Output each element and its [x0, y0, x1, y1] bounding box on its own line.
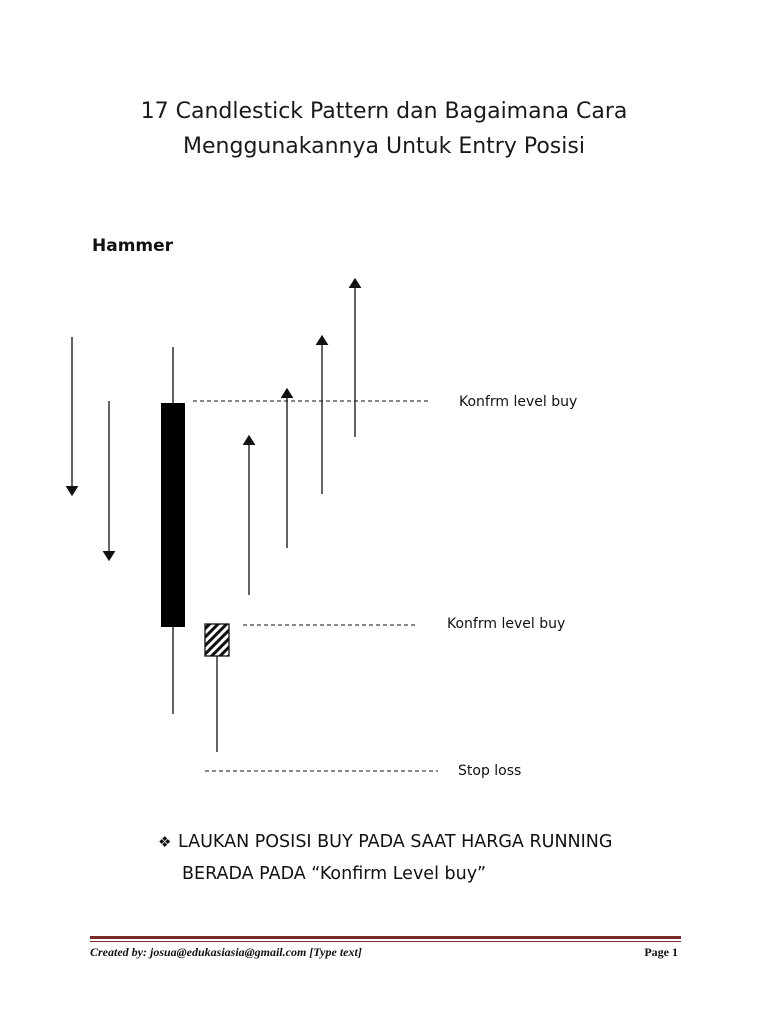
bullet-line-2: BERADA PADA “Konfirm Level buy” [182, 864, 487, 884]
diamond-bullet-icon: ❖ [158, 833, 172, 851]
title-line-2: Menggunakannya Untuk Entry Posisi [183, 134, 585, 159]
section-heading: Hammer [92, 236, 174, 256]
footer-rule-thin [90, 941, 681, 942]
footer-credit: Created by: josua@edukasiasia@gmail.com [Type text] [90, 945, 362, 959]
bullet-line-1: LAUKAN POSISI BUY PADA SAAT HARGA RUNNING [178, 832, 613, 852]
hammer-candle-body [205, 624, 229, 656]
bearish-candle-body [161, 403, 185, 627]
stop-loss-label: Stop loss [458, 763, 522, 779]
title-line-1: 17 Candlestick Pattern dan Bagaimana Cara [140, 99, 628, 124]
footer-rule-thick [90, 936, 681, 939]
confirm-level-lower-label: Konfrm level buy [447, 616, 566, 632]
instruction-bullet [158, 826, 612, 890]
page-number: Page 1 [644, 945, 678, 959]
confirm-level-upper-label: Konfrm level buy [459, 394, 578, 410]
